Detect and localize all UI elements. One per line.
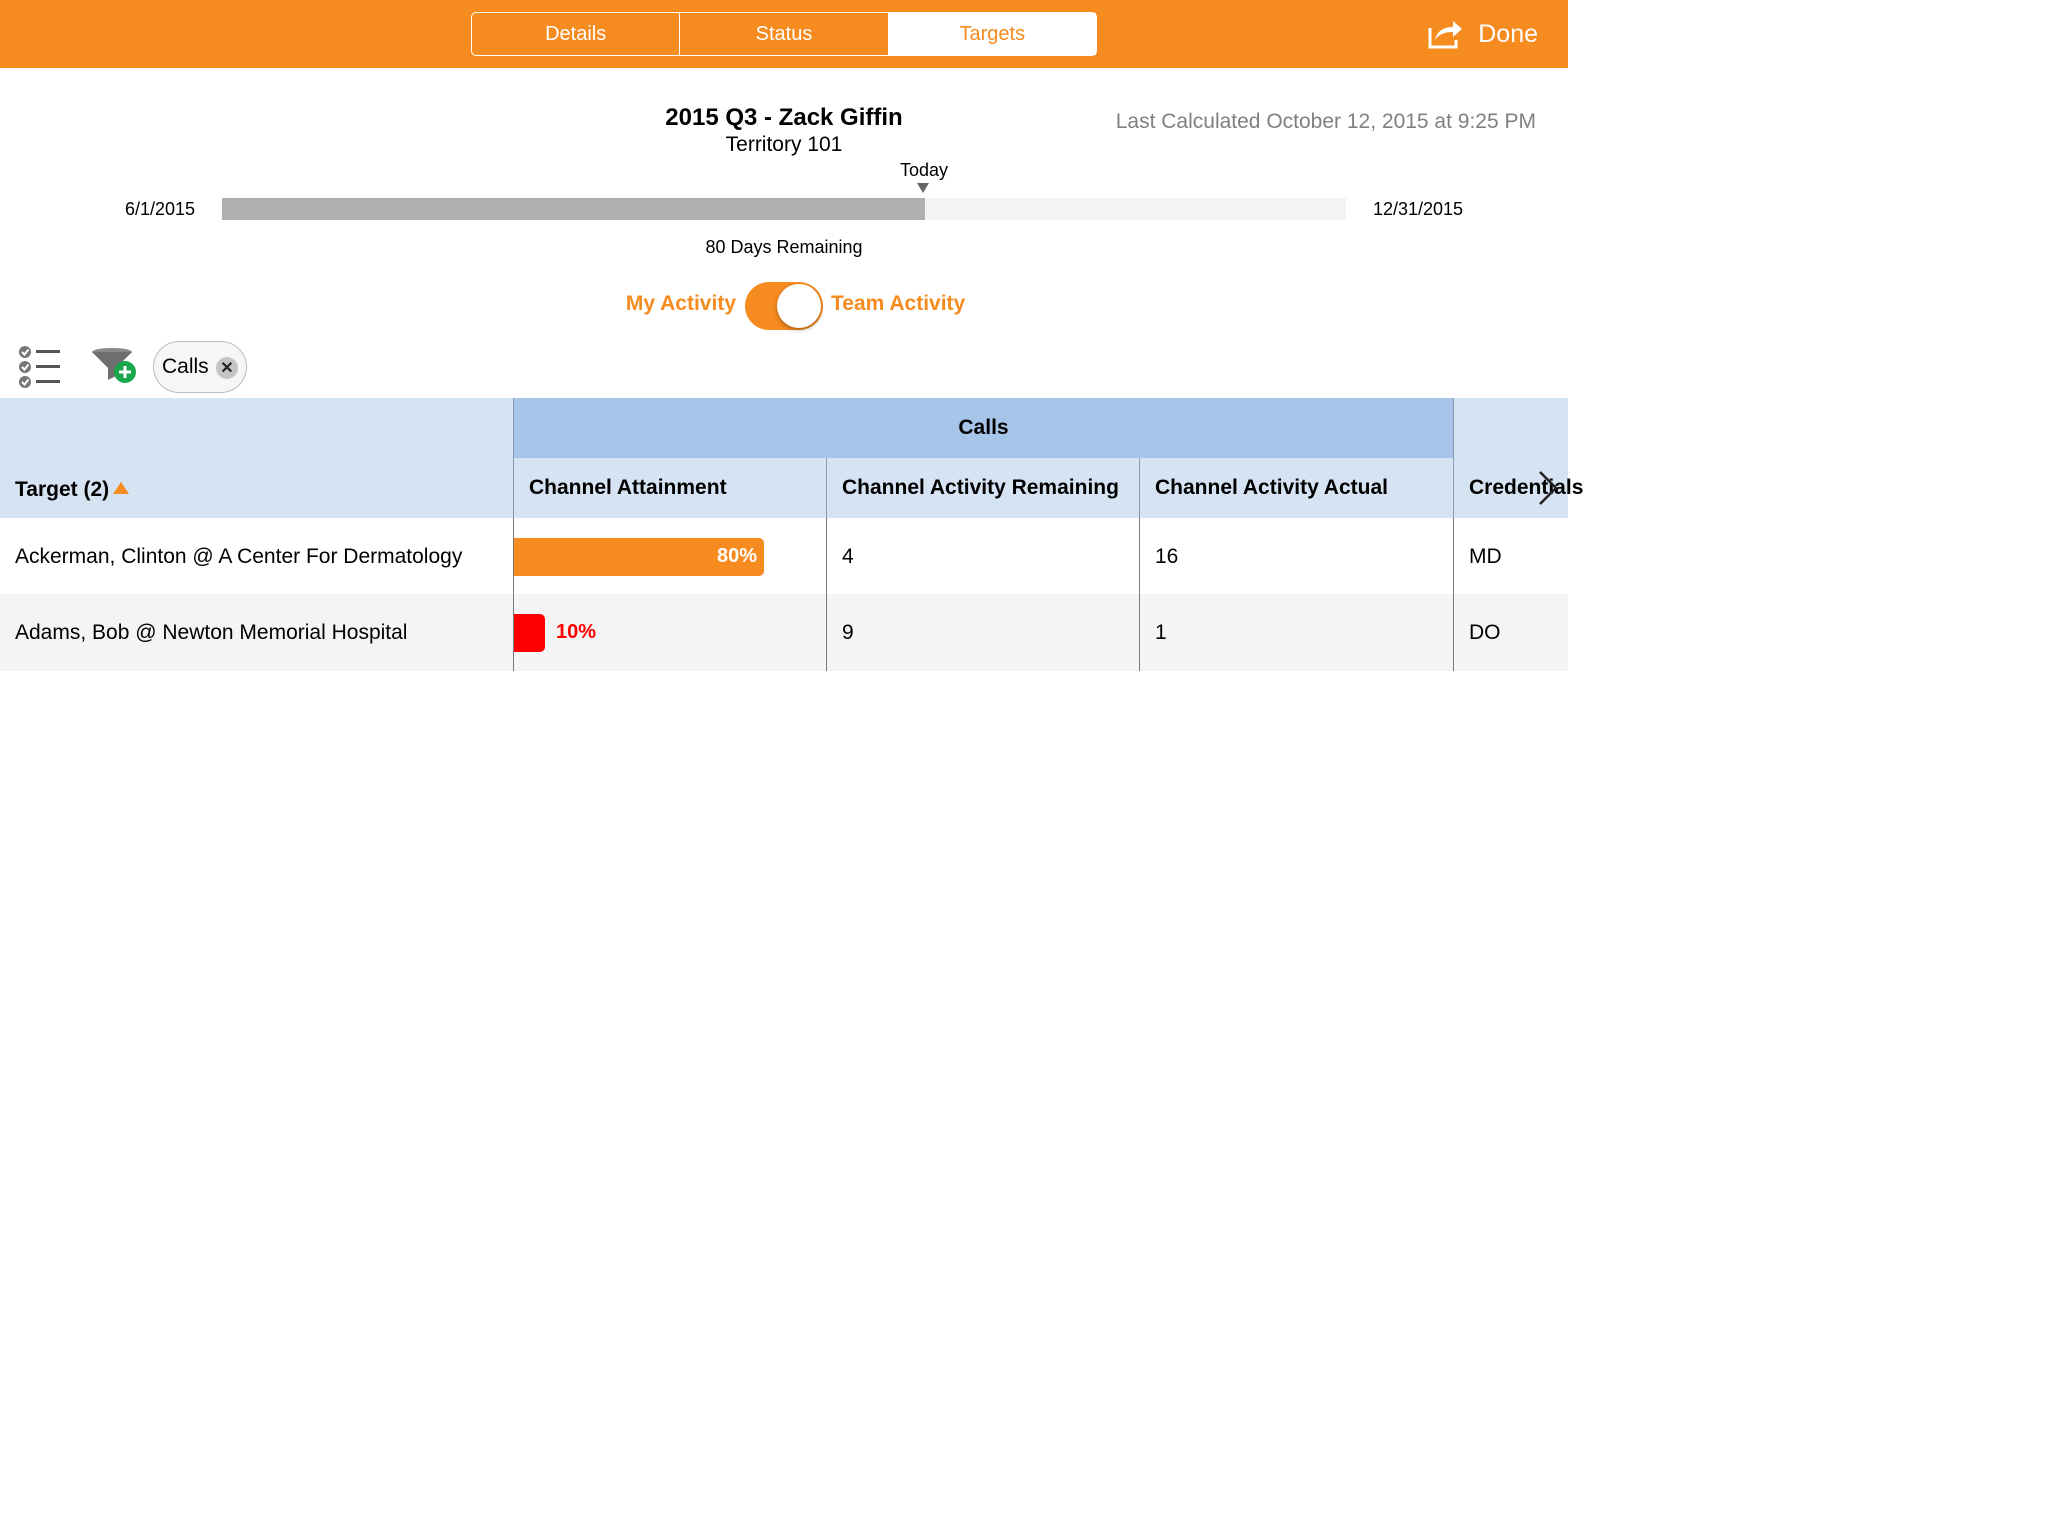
tab-status[interactable]: Status (679, 13, 887, 55)
activity-toggle-switch[interactable] (745, 282, 823, 330)
today-label: Today (899, 160, 949, 180)
attainment-label: 80% (716, 545, 757, 567)
column-header-channel-attainment[interactable]: Channel Attainment (513, 458, 826, 518)
days-remaining-text: 80 Days Remaining (705, 237, 863, 257)
chevron-right-icon[interactable] (1532, 468, 1562, 513)
timeline-start-date: 6/1/2015 (124, 199, 196, 219)
my-activity-label[interactable]: My Activity (625, 292, 736, 315)
target-header-text: Target (2) (15, 478, 110, 501)
page-title: 2015 Q3 - Zack Giffin (665, 104, 903, 131)
toggle-knob (777, 284, 821, 328)
attainment-cell (513, 518, 826, 595)
filter-chip-calls[interactable] (153, 341, 247, 393)
target-column-header[interactable] (15, 478, 129, 502)
share-icon (1426, 18, 1464, 50)
done-label: Done (1478, 19, 1538, 48)
add-filter-icon[interactable] (90, 346, 140, 391)
segmented-control (471, 12, 1097, 56)
remaining-cell: 9 (826, 594, 1139, 671)
calls-group-header: Calls (513, 398, 1453, 458)
table-row[interactable] (0, 518, 1568, 596)
attainment-label: 10% (556, 621, 597, 643)
column-header-credentials[interactable]: Credentials (1453, 458, 1568, 518)
filter-chip-label: Calls (162, 355, 209, 378)
group-header-spacer (1453, 398, 1568, 458)
timeline-progress-fill (222, 198, 925, 220)
sort-ascending-icon (113, 482, 129, 494)
attainment-bar (514, 538, 764, 576)
column-header-channel-activity-remaining[interactable]: Channel Activity Remaining (826, 458, 1139, 518)
credentials-cell: MD (1453, 518, 1568, 595)
tab-targets[interactable]: Targets (888, 13, 1096, 55)
timeline-bar (222, 198, 1346, 220)
timeline-end-date: 12/31/2015 (1372, 199, 1464, 219)
attainment-bar (514, 614, 545, 652)
remaining-cell: 4 (826, 518, 1139, 595)
actual-cell: 16 (1139, 518, 1453, 595)
remove-filter-icon[interactable]: ✕ (216, 357, 238, 379)
done-button[interactable] (1426, 14, 1538, 54)
credentials-cell: DO (1453, 594, 1568, 671)
today-marker-icon (917, 183, 929, 193)
target-cell: Adams, Bob @ Newton Memorial Hospital (15, 620, 408, 644)
territory-subtitle: Territory 101 (725, 133, 843, 156)
target-cell: Ackerman, Clinton @ A Center For Dermatology (15, 544, 463, 568)
checklist-icon[interactable] (16, 344, 62, 395)
top-navigation-bar (0, 0, 1568, 68)
actual-cell: 1 (1139, 594, 1453, 671)
team-activity-label[interactable]: Team Activity (831, 292, 966, 315)
column-header-channel-activity-actual[interactable]: Channel Activity Actual (1139, 458, 1453, 518)
tab-details[interactable]: Details (545, 22, 607, 45)
last-calculated-text: Last Calculated October 12, 2015 at 9:25 PM (1115, 110, 1536, 133)
attainment-cell (513, 594, 826, 671)
table-row[interactable] (0, 594, 1568, 671)
